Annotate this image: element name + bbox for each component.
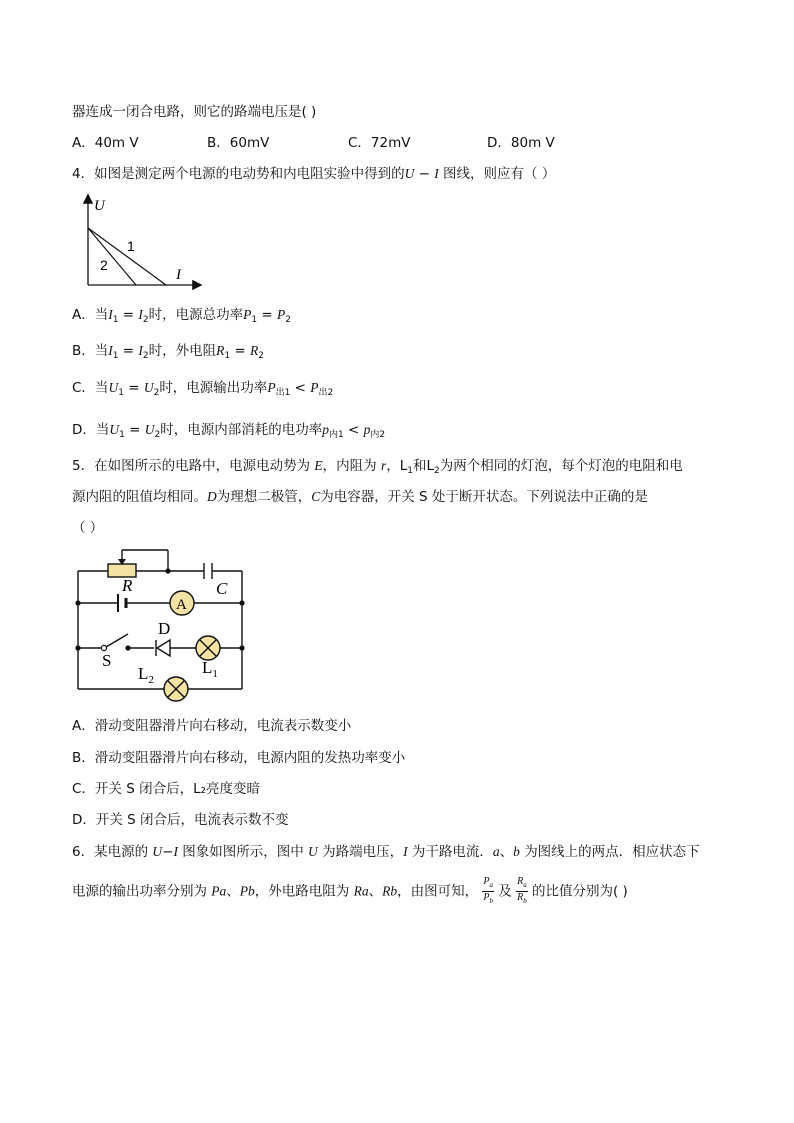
- q3-option-b[interactable]: B．60mV: [207, 135, 270, 151]
- label-s: S: [102, 651, 112, 670]
- q3-option-c[interactable]: C．72mV: [348, 135, 411, 151]
- q5-stem-line3: （ ）: [72, 520, 104, 536]
- q5-stem-line2: 源内阻的阻值均相同。D为理想二极管，C为电容器，开关 S 处于断开状态。下列说法中正确的是: [72, 489, 648, 505]
- q5-option-d[interactable]: D．开关 S 闭合后，电流表示数不变: [72, 812, 289, 828]
- label-l1: $L_1$: [202, 658, 218, 680]
- q4-ui-graph: [78, 192, 208, 292]
- q6-stem-line2: 电源的输出功率分别为 Pa、Pb，外电路电阻为 Ra、Rb，由图可知， $\frac{P_a}{P_b}$ 及 $\frac{R_a}{R_b}$ 的比值分别为( ): [72, 876, 628, 905]
- q5-option-b[interactable]: B．滑动变阻器滑片向右移动，电源内阻的发热功率变小: [72, 750, 406, 766]
- label-c: C: [216, 579, 228, 598]
- q5-option-c[interactable]: C．开关 S 闭合后，L₂亮度变暗: [72, 781, 261, 797]
- q3-option-d[interactable]: D．80m V: [487, 135, 555, 151]
- q4-option-a[interactable]: A．当$I_1 = I_2$时，电源总功率$P_1 = P_2$: [72, 307, 291, 325]
- fraction-pa-pb: $\frac{P_a}{P_b}$: [483, 876, 493, 905]
- diode-symbol: [157, 640, 170, 656]
- fraction-ra-rb: $\frac{R_a}{R_b}$: [517, 876, 527, 905]
- label-r: R: [122, 576, 133, 595]
- lamp-l1-symbol: [196, 636, 220, 660]
- graph-line-2: [88, 228, 136, 285]
- u-axis-label: U: [94, 198, 105, 214]
- q6-stem-line1: 6．某电源的 U−I 图象如图所示，图中 U 为路端电压，I 为干路电流．a、b 为图线上的两点．相应状态下: [72, 844, 700, 860]
- q5-option-a[interactable]: A．滑动变阻器滑片向右移动，电流表示数变小: [72, 718, 352, 734]
- q5-stem-line1: 5．在如图所示的电路中，电源电动势为 E，内阻为 r，$L_1$和$L_2$为两个相同的灯泡，每个灯泡的电阻和电: [72, 458, 683, 476]
- label-l2: $L_2$: [138, 664, 154, 686]
- q4-option-b[interactable]: B．当$I_1 = I_2$时，外电阻$R_1 = R_2$: [72, 343, 265, 361]
- i-axis-label: I: [176, 267, 181, 283]
- line-1-label: 1: [127, 238, 135, 254]
- q3-stem-tail: 器连成一闭合电路，则它的路端电压是( ): [72, 104, 317, 120]
- line-2-label: 2: [100, 257, 108, 273]
- q4-option-d[interactable]: D．当$U_1 = U_2$时，电源内部消耗的电功率$p_{内1} < p_{内2}$: [72, 422, 386, 440]
- q4-stem: 4．如图是测定两个电源的电动势和内电阻实验中得到的U − I 图线，则应有（ ）: [72, 166, 556, 182]
- q3-option-a[interactable]: A．40m V: [72, 135, 139, 151]
- label-d: D: [158, 619, 171, 638]
- lamp-l2-symbol: [164, 677, 188, 701]
- q4-option-c[interactable]: C．当$U_1 = U_2$时，电源输出功率$P_{出1} < P_{出2}$: [72, 380, 334, 398]
- q5-circuit-diagram: [66, 542, 258, 702]
- label-a: A: [176, 597, 187, 613]
